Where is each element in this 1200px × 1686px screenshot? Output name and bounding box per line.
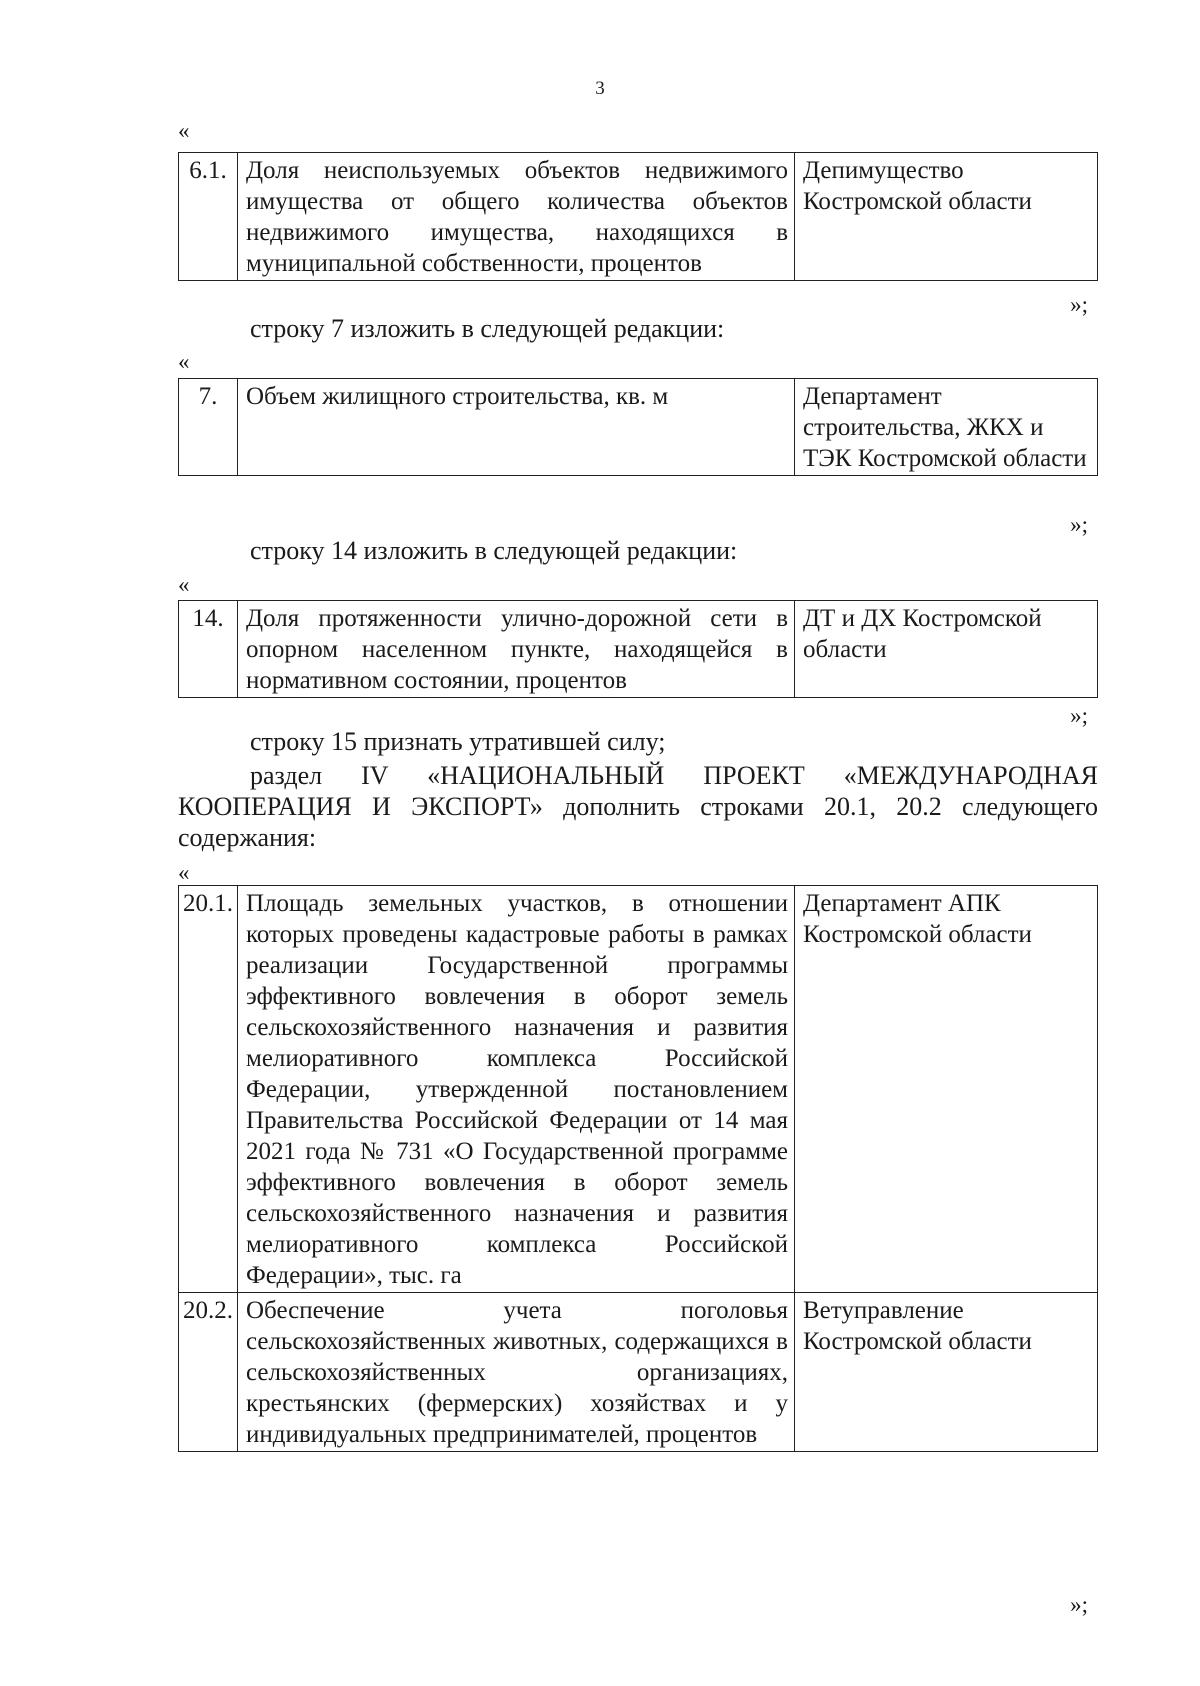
indicator-cell: Площадь земельных участков, в отношении которых проведены кадастровые работы в рамках реализации Государственной программы эффективного вовлечения в оборот земель сельскохозяйственного назначения и развития мелиоративного комплекса Российской Федерации, утвержденной постановлением Правительства Российской Федерации от 14 мая 2021 года № 731 «О Государственной программе эффективного вовлечения в оборот земель сельскохозяйственного назначения и развития мелиоративного комплекса Российской Федерации», тыс. га [238, 886, 795, 1293]
closing-quote: »; [1070, 512, 1088, 537]
row-number: 6.1. [179, 153, 238, 281]
closing-quote: »; [1070, 1592, 1088, 1617]
table-row [179, 886, 1098, 1293]
paragraph-row15: строку 15 признать утратившей силу; [250, 727, 666, 756]
opening-quote: « [178, 860, 190, 885]
table-row [179, 1293, 1098, 1452]
opening-quote: « [178, 349, 190, 374]
indicator-cell: Обеспечение учета поголовья сельскохозяйственных животных, содержащихся в сельскохозяйственных организациях, крестьянских (фермерских) хозяйствах и у индивидуальных предпринимателей, процентов [238, 1293, 795, 1452]
indicator-cell: Доля протяженности улично-дорожной сети в опорном населенном пункте, находящейся в нормативном состоянии, процентов [238, 601, 795, 698]
responsible-cell: ДТ и ДХ Костромской области [795, 601, 1098, 698]
table-rows-20 [178, 885, 1098, 1452]
page-number: 3 [595, 78, 605, 99]
table-row [179, 601, 1098, 698]
row-number: 20.2. [179, 1293, 238, 1452]
row-number: 20.1. [179, 886, 238, 1293]
row-number: 14. [179, 601, 238, 698]
opening-quote: « [178, 572, 190, 597]
indicator-cell: Доля неиспользуемых объектов недвижимого имущества от общего количества объектов недвижимого имущества, находящихся в муниципальной собственности, процентов [238, 153, 795, 281]
responsible-cell: Ветуправление Костромской области [795, 1293, 1098, 1452]
paragraph-row14: строку 14 изложить в следующей редакции: [250, 536, 738, 565]
indicator-cell: Объем жилищного строительства, кв. м [238, 379, 795, 476]
row-number: 7. [179, 379, 238, 476]
paragraph-section4: раздел IV «НАЦИОНАЛЬНЫЙ ПРОЕКТ «МЕЖДУНАРОДНАЯ КООПЕРАЦИЯ И ЭКСПОРТ» дополнить строками 20.1, 20.2 следующего содержания: [178, 761, 1098, 852]
table-row-14 [178, 600, 1098, 698]
table-row [179, 153, 1098, 281]
responsible-cell: Департамент АПК Костромской области [795, 886, 1098, 1293]
table-row-7 [178, 378, 1098, 476]
table-row-6-1 [178, 152, 1098, 281]
opening-quote: « [178, 118, 190, 143]
paragraph-row7: строку 7 изложить в следующей редакции: [250, 314, 725, 343]
closing-quote: »; [1070, 292, 1088, 317]
table-row [179, 379, 1098, 476]
responsible-cell: Департамент строительства, ЖКХ и ТЭК Костромской области [795, 379, 1098, 476]
closing-quote: »; [1070, 703, 1088, 728]
responsible-cell: Депимущество Костромской области [795, 153, 1098, 281]
